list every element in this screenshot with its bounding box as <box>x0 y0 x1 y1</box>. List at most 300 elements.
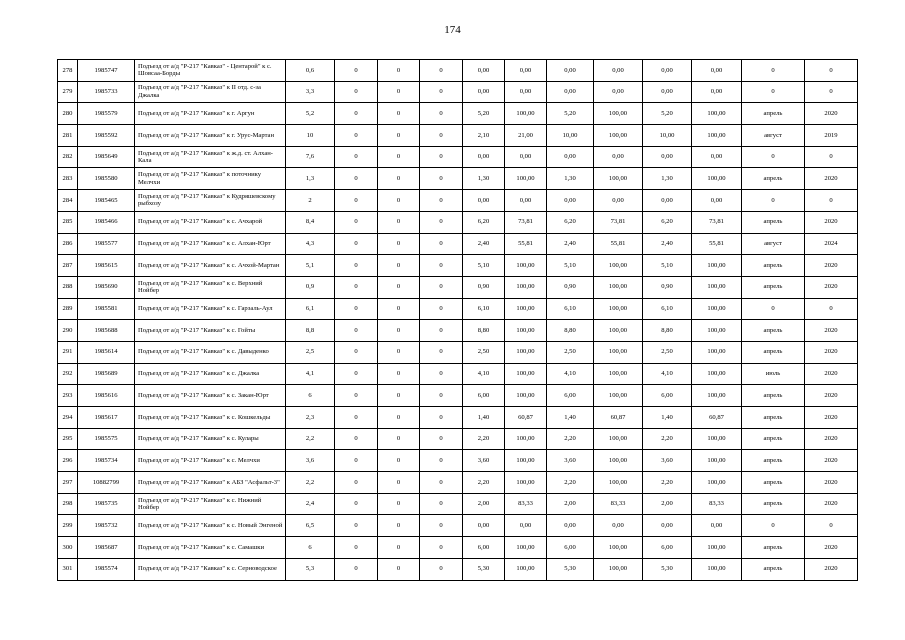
cell-road-id: 1985465 <box>78 190 135 212</box>
cell-col-c: 0 <box>420 428 463 450</box>
cell-row-number: 293 <box>58 385 78 407</box>
cell-road-name: Подъезд от а/д "Р-217 "Кавказ" к с. Самашки <box>135 537 286 559</box>
cell-col-h: 0,00 <box>643 515 692 537</box>
cell-col-g: 0,00 <box>594 81 643 103</box>
cell-col-e: 0,00 <box>505 190 547 212</box>
cell-col-e: 100,00 <box>505 428 547 450</box>
cell-col-d: 5,20 <box>463 103 505 125</box>
cell-col-e: 100,00 <box>505 103 547 125</box>
cell-col-b: 0 <box>378 407 420 429</box>
cell-col-g: 100,00 <box>594 385 643 407</box>
cell-col-d: 6,20 <box>463 211 505 233</box>
cell-year: 2020 <box>805 103 858 125</box>
cell-col-f: 2,20 <box>547 428 594 450</box>
cell-row-number: 284 <box>58 190 78 212</box>
cell-length-km: 1,3 <box>286 168 335 190</box>
cell-length-km: 0,6 <box>286 60 335 82</box>
cell-road-id: 1985688 <box>78 320 135 342</box>
cell-col-d: 6,10 <box>463 298 505 320</box>
cell-col-g: 0,00 <box>594 515 643 537</box>
page-number: 174 <box>444 24 461 36</box>
cell-col-a: 0 <box>335 363 378 385</box>
cell-col-b: 0 <box>378 276 420 298</box>
cell-col-c: 0 <box>420 81 463 103</box>
cell-col-f: 5,10 <box>547 255 594 277</box>
cell-month: апрель <box>742 341 805 363</box>
cell-col-a: 0 <box>335 276 378 298</box>
cell-col-i: 100,00 <box>692 276 742 298</box>
cell-col-e: 60,87 <box>505 407 547 429</box>
cell-col-g: 100,00 <box>594 558 643 580</box>
cell-row-number: 286 <box>58 233 78 255</box>
cell-road-id: 1985690 <box>78 276 135 298</box>
cell-road-name: Подъезд от а/д "Р-217 "Кавказ" к с. Гарзаль-Аул <box>135 298 286 320</box>
cell-row-number: 290 <box>58 320 78 342</box>
cell-col-i: 55,81 <box>692 233 742 255</box>
cell-col-d: 2,00 <box>463 493 505 515</box>
cell-row-number: 280 <box>58 103 78 125</box>
cell-col-d: 1,40 <box>463 407 505 429</box>
cell-month: 0 <box>742 146 805 168</box>
cell-col-e: 100,00 <box>505 385 547 407</box>
table-row <box>58 60 858 82</box>
cell-col-e: 21,00 <box>505 125 547 147</box>
cell-month: апрель <box>742 385 805 407</box>
cell-col-b: 0 <box>378 81 420 103</box>
cell-month: апрель <box>742 558 805 580</box>
cell-length-km: 0,9 <box>286 276 335 298</box>
cell-year: 2020 <box>805 407 858 429</box>
cell-row-number: 292 <box>58 363 78 385</box>
cell-col-e: 100,00 <box>505 276 547 298</box>
table-row <box>58 472 858 494</box>
cell-col-h: 5,30 <box>643 558 692 580</box>
cell-col-c: 0 <box>420 125 463 147</box>
cell-year: 2020 <box>805 472 858 494</box>
cell-col-g: 100,00 <box>594 276 643 298</box>
cell-length-km: 4,3 <box>286 233 335 255</box>
cell-col-h: 6,00 <box>643 385 692 407</box>
cell-month: апрель <box>742 472 805 494</box>
cell-month: апрель <box>742 450 805 472</box>
cell-length-km: 10 <box>286 125 335 147</box>
table-row <box>58 276 858 298</box>
cell-col-a: 0 <box>335 168 378 190</box>
cell-col-e: 73,81 <box>505 211 547 233</box>
cell-col-g: 73,81 <box>594 211 643 233</box>
cell-month: август <box>742 233 805 255</box>
cell-col-h: 5,20 <box>643 103 692 125</box>
cell-col-a: 0 <box>335 81 378 103</box>
cell-road-id: 1985733 <box>78 81 135 103</box>
cell-col-g: 100,00 <box>594 428 643 450</box>
cell-col-a: 0 <box>335 320 378 342</box>
cell-col-b: 0 <box>378 125 420 147</box>
cell-col-h: 0,00 <box>643 190 692 212</box>
cell-col-e: 100,00 <box>505 558 547 580</box>
cell-road-id: 1985581 <box>78 298 135 320</box>
cell-road-id: 1985649 <box>78 146 135 168</box>
cell-col-d: 2,20 <box>463 428 505 450</box>
cell-row-number: 281 <box>58 125 78 147</box>
cell-col-c: 0 <box>420 537 463 559</box>
table-row <box>58 81 858 103</box>
cell-col-g: 100,00 <box>594 450 643 472</box>
cell-year: 2020 <box>805 168 858 190</box>
cell-road-name: Подъезд от а/д "Р-217 "Кавказ" к с. Кулары <box>135 428 286 450</box>
cell-col-i: 73,81 <box>692 211 742 233</box>
cell-col-g: 83,33 <box>594 493 643 515</box>
cell-road-id: 1985592 <box>78 125 135 147</box>
cell-col-b: 0 <box>378 493 420 515</box>
cell-col-f: 6,00 <box>547 537 594 559</box>
cell-length-km: 2,2 <box>286 428 335 450</box>
cell-col-i: 100,00 <box>692 103 742 125</box>
cell-col-i: 100,00 <box>692 363 742 385</box>
table-row <box>58 515 858 537</box>
cell-row-number: 291 <box>58 341 78 363</box>
cell-col-g: 100,00 <box>594 168 643 190</box>
cell-road-id: 1985747 <box>78 60 135 82</box>
cell-col-d: 0,90 <box>463 276 505 298</box>
cell-row-number: 283 <box>58 168 78 190</box>
cell-year: 0 <box>805 81 858 103</box>
table-body <box>58 60 858 581</box>
cell-month: 0 <box>742 190 805 212</box>
cell-col-g: 100,00 <box>594 341 643 363</box>
cell-length-km: 8,8 <box>286 320 335 342</box>
cell-col-b: 0 <box>378 385 420 407</box>
cell-road-name: Подъезд от а/д "Р-217 "Кавказ" к с. Мелчхи <box>135 450 286 472</box>
cell-col-a: 0 <box>335 255 378 277</box>
cell-road-name: Подъезд от а/д "Р-217 "Кавказ" к II отд. с-за Джалка <box>135 81 286 103</box>
cell-col-f: 6,20 <box>547 211 594 233</box>
cell-col-g: 100,00 <box>594 298 643 320</box>
cell-road-id: 1985735 <box>78 493 135 515</box>
cell-row-number: 285 <box>58 211 78 233</box>
cell-col-a: 0 <box>335 537 378 559</box>
table-row <box>58 211 858 233</box>
cell-col-b: 0 <box>378 341 420 363</box>
cell-col-f: 2,20 <box>547 472 594 494</box>
cell-col-b: 0 <box>378 146 420 168</box>
cell-year: 2020 <box>805 450 858 472</box>
cell-col-h: 2,40 <box>643 233 692 255</box>
cell-col-b: 0 <box>378 450 420 472</box>
cell-col-a: 0 <box>335 407 378 429</box>
cell-length-km: 6 <box>286 537 335 559</box>
cell-col-i: 60,87 <box>692 407 742 429</box>
cell-month: апрель <box>742 255 805 277</box>
cell-col-i: 100,00 <box>692 320 742 342</box>
cell-col-i: 0,00 <box>692 60 742 82</box>
cell-col-c: 0 <box>420 255 463 277</box>
cell-length-km: 6 <box>286 385 335 407</box>
table-row <box>58 168 858 190</box>
cell-road-name: Подъезд от а/д "Р-217 "Кавказ" к с. Джалка <box>135 363 286 385</box>
cell-col-d: 3,60 <box>463 450 505 472</box>
cell-col-b: 0 <box>378 255 420 277</box>
table-row <box>58 320 858 342</box>
cell-year: 0 <box>805 146 858 168</box>
cell-road-id: 1985575 <box>78 428 135 450</box>
cell-road-id: 10882799 <box>78 472 135 494</box>
cell-length-km: 5,2 <box>286 103 335 125</box>
cell-col-c: 0 <box>420 320 463 342</box>
cell-col-h: 10,00 <box>643 125 692 147</box>
table-row <box>58 493 858 515</box>
cell-month: апрель <box>742 276 805 298</box>
cell-col-f: 4,10 <box>547 363 594 385</box>
cell-road-id: 1985687 <box>78 537 135 559</box>
cell-road-id: 1985616 <box>78 385 135 407</box>
cell-year: 2020 <box>805 428 858 450</box>
cell-col-f: 6,00 <box>547 385 594 407</box>
cell-col-a: 0 <box>335 233 378 255</box>
cell-road-name: Подъезд от а/д "Р-217 "Кавказ" к ж.д. ст. Алхан-Кала <box>135 146 286 168</box>
cell-year: 2020 <box>805 341 858 363</box>
cell-col-h: 2,00 <box>643 493 692 515</box>
cell-road-name: Подъезд от а/д "Р-217 "Кавказ" к с. Нижний Нойбер <box>135 493 286 515</box>
cell-col-b: 0 <box>378 515 420 537</box>
cell-year: 2020 <box>805 537 858 559</box>
cell-col-g: 55,81 <box>594 233 643 255</box>
cell-road-id: 1985466 <box>78 211 135 233</box>
cell-col-e: 100,00 <box>505 537 547 559</box>
cell-col-b: 0 <box>378 168 420 190</box>
cell-road-id: 1985577 <box>78 233 135 255</box>
cell-col-h: 0,00 <box>643 146 692 168</box>
table-row <box>58 146 858 168</box>
cell-road-id: 1985615 <box>78 255 135 277</box>
cell-length-km: 2,2 <box>286 472 335 494</box>
cell-col-c: 0 <box>420 60 463 82</box>
cell-col-g: 0,00 <box>594 146 643 168</box>
cell-col-b: 0 <box>378 537 420 559</box>
cell-col-h: 2,50 <box>643 341 692 363</box>
cell-col-i: 0,00 <box>692 190 742 212</box>
cell-month: апрель <box>742 103 805 125</box>
cell-col-e: 0,00 <box>505 515 547 537</box>
cell-col-e: 100,00 <box>505 320 547 342</box>
table-row <box>58 363 858 385</box>
cell-road-id: 1985579 <box>78 103 135 125</box>
cell-row-number: 282 <box>58 146 78 168</box>
cell-col-c: 0 <box>420 341 463 363</box>
cell-col-c: 0 <box>420 168 463 190</box>
cell-col-g: 100,00 <box>594 103 643 125</box>
cell-col-e: 83,33 <box>505 493 547 515</box>
cell-row-number: 299 <box>58 515 78 537</box>
cell-col-g: 100,00 <box>594 255 643 277</box>
cell-road-id: 1985689 <box>78 363 135 385</box>
cell-col-f: 2,40 <box>547 233 594 255</box>
cell-col-a: 0 <box>335 385 378 407</box>
cell-col-b: 0 <box>378 60 420 82</box>
cell-year: 2024 <box>805 233 858 255</box>
cell-road-name: Подъезд от а/д "Р-217 "Кавказ" к с. Новый Энгеной <box>135 515 286 537</box>
cell-col-h: 3,60 <box>643 450 692 472</box>
cell-month: апрель <box>742 428 805 450</box>
cell-length-km: 6,5 <box>286 515 335 537</box>
cell-col-i: 100,00 <box>692 255 742 277</box>
cell-col-d: 8,80 <box>463 320 505 342</box>
cell-year: 0 <box>805 190 858 212</box>
cell-col-f: 2,50 <box>547 341 594 363</box>
cell-row-number: 289 <box>58 298 78 320</box>
cell-year: 2020 <box>805 320 858 342</box>
cell-year: 2020 <box>805 558 858 580</box>
cell-year: 0 <box>805 60 858 82</box>
cell-col-f: 10,00 <box>547 125 594 147</box>
cell-col-f: 0,00 <box>547 515 594 537</box>
cell-year: 2020 <box>805 385 858 407</box>
cell-col-f: 1,30 <box>547 168 594 190</box>
cell-col-g: 100,00 <box>594 320 643 342</box>
table-row <box>58 428 858 450</box>
cell-col-b: 0 <box>378 190 420 212</box>
cell-month: апрель <box>742 493 805 515</box>
cell-col-i: 100,00 <box>692 537 742 559</box>
cell-col-b: 0 <box>378 428 420 450</box>
cell-col-h: 5,10 <box>643 255 692 277</box>
table-row <box>58 103 858 125</box>
cell-col-h: 0,00 <box>643 60 692 82</box>
cell-col-c: 0 <box>420 385 463 407</box>
cell-col-c: 0 <box>420 472 463 494</box>
cell-road-id: 1985580 <box>78 168 135 190</box>
cell-road-name: Подъезд от а/д "Р-217 "Кавказ" к с. Ачхарой <box>135 211 286 233</box>
cell-col-d: 2,50 <box>463 341 505 363</box>
cell-road-name: Подъезд от а/д "Р-217 "Кавказ" к с. Верхний Нойбер <box>135 276 286 298</box>
cell-road-id: 1985617 <box>78 407 135 429</box>
cell-col-e: 0,00 <box>505 60 547 82</box>
cell-col-h: 6,10 <box>643 298 692 320</box>
cell-col-f: 8,80 <box>547 320 594 342</box>
cell-road-name: Подъезд от а/д "Р-217 "Кавказ" к поточнику Мелчхи <box>135 168 286 190</box>
cell-col-h: 6,20 <box>643 211 692 233</box>
cell-col-a: 0 <box>335 428 378 450</box>
cell-col-d: 6,00 <box>463 385 505 407</box>
cell-col-b: 0 <box>378 472 420 494</box>
table-row <box>58 341 858 363</box>
cell-col-f: 1,40 <box>547 407 594 429</box>
cell-month: апрель <box>742 320 805 342</box>
cell-col-c: 0 <box>420 103 463 125</box>
cell-col-i: 100,00 <box>692 125 742 147</box>
cell-length-km: 2 <box>286 190 335 212</box>
cell-length-km: 2,3 <box>286 407 335 429</box>
cell-col-i: 83,33 <box>692 493 742 515</box>
cell-month: 0 <box>742 81 805 103</box>
cell-year: 2020 <box>805 363 858 385</box>
cell-col-c: 0 <box>420 515 463 537</box>
cell-road-name: Подъезд от а/д "Р-217 "Кавказ" к с. Давыденко <box>135 341 286 363</box>
cell-length-km: 2,5 <box>286 341 335 363</box>
cell-col-c: 0 <box>420 298 463 320</box>
cell-col-g: 100,00 <box>594 472 643 494</box>
cell-col-a: 0 <box>335 515 378 537</box>
cell-col-e: 100,00 <box>505 298 547 320</box>
cell-col-g: 60,87 <box>594 407 643 429</box>
cell-row-number: 297 <box>58 472 78 494</box>
cell-length-km: 6,1 <box>286 298 335 320</box>
roads-table <box>57 59 858 581</box>
cell-col-d: 1,30 <box>463 168 505 190</box>
cell-col-b: 0 <box>378 298 420 320</box>
cell-col-i: 100,00 <box>692 472 742 494</box>
cell-col-i: 100,00 <box>692 298 742 320</box>
cell-length-km: 2,4 <box>286 493 335 515</box>
cell-col-a: 0 <box>335 125 378 147</box>
cell-col-g: 100,00 <box>594 537 643 559</box>
cell-col-e: 55,81 <box>505 233 547 255</box>
cell-col-e: 100,00 <box>505 255 547 277</box>
cell-col-a: 0 <box>335 450 378 472</box>
cell-year: 2020 <box>805 255 858 277</box>
cell-col-i: 0,00 <box>692 515 742 537</box>
cell-col-c: 0 <box>420 450 463 472</box>
cell-road-name: Подъезд от а/д "Р-217 "Кавказ" к с. Гойты <box>135 320 286 342</box>
cell-month: август <box>742 125 805 147</box>
cell-col-i: 100,00 <box>692 428 742 450</box>
cell-row-number: 279 <box>58 81 78 103</box>
cell-road-name: Подъезд от а/д "Р-217 "Кавказ" к Кудряшевскому рыбхозу <box>135 190 286 212</box>
cell-row-number: 288 <box>58 276 78 298</box>
cell-col-h: 2,20 <box>643 472 692 494</box>
cell-col-f: 5,30 <box>547 558 594 580</box>
cell-road-name: Подъезд от а/д "Р-217 "Кавказ" к с. Кошкельды <box>135 407 286 429</box>
cell-length-km: 8,4 <box>286 211 335 233</box>
cell-col-f: 3,60 <box>547 450 594 472</box>
cell-road-id: 1985574 <box>78 558 135 580</box>
cell-col-d: 0,00 <box>463 515 505 537</box>
cell-col-c: 0 <box>420 558 463 580</box>
table-row <box>58 537 858 559</box>
cell-road-name: Подъезд от а/д "Р-217 "Кавказ" к г. Аргун <box>135 103 286 125</box>
cell-col-g: 0,00 <box>594 60 643 82</box>
cell-col-i: 0,00 <box>692 146 742 168</box>
table-row <box>58 385 858 407</box>
cell-road-name: Подъезд от а/д "Р-217 "Кавказ" к с. Ачхой-Мартан <box>135 255 286 277</box>
cell-col-d: 6,00 <box>463 537 505 559</box>
cell-col-h: 2,20 <box>643 428 692 450</box>
cell-col-b: 0 <box>378 320 420 342</box>
cell-col-e: 100,00 <box>505 363 547 385</box>
cell-row-number: 295 <box>58 428 78 450</box>
cell-col-i: 100,00 <box>692 168 742 190</box>
cell-col-g: 0,00 <box>594 190 643 212</box>
cell-col-i: 100,00 <box>692 341 742 363</box>
cell-col-c: 0 <box>420 190 463 212</box>
cell-col-f: 0,90 <box>547 276 594 298</box>
table-row <box>58 407 858 429</box>
cell-col-b: 0 <box>378 211 420 233</box>
cell-length-km: 3,3 <box>286 81 335 103</box>
table-row <box>58 558 858 580</box>
cell-row-number: 278 <box>58 60 78 82</box>
cell-col-a: 0 <box>335 103 378 125</box>
cell-month: апрель <box>742 407 805 429</box>
cell-month: июль <box>742 363 805 385</box>
cell-col-e: 100,00 <box>505 472 547 494</box>
cell-year: 2020 <box>805 493 858 515</box>
cell-col-e: 100,00 <box>505 168 547 190</box>
cell-road-id: 1985734 <box>78 450 135 472</box>
cell-col-h: 4,10 <box>643 363 692 385</box>
cell-length-km: 5,1 <box>286 255 335 277</box>
cell-col-a: 0 <box>335 472 378 494</box>
